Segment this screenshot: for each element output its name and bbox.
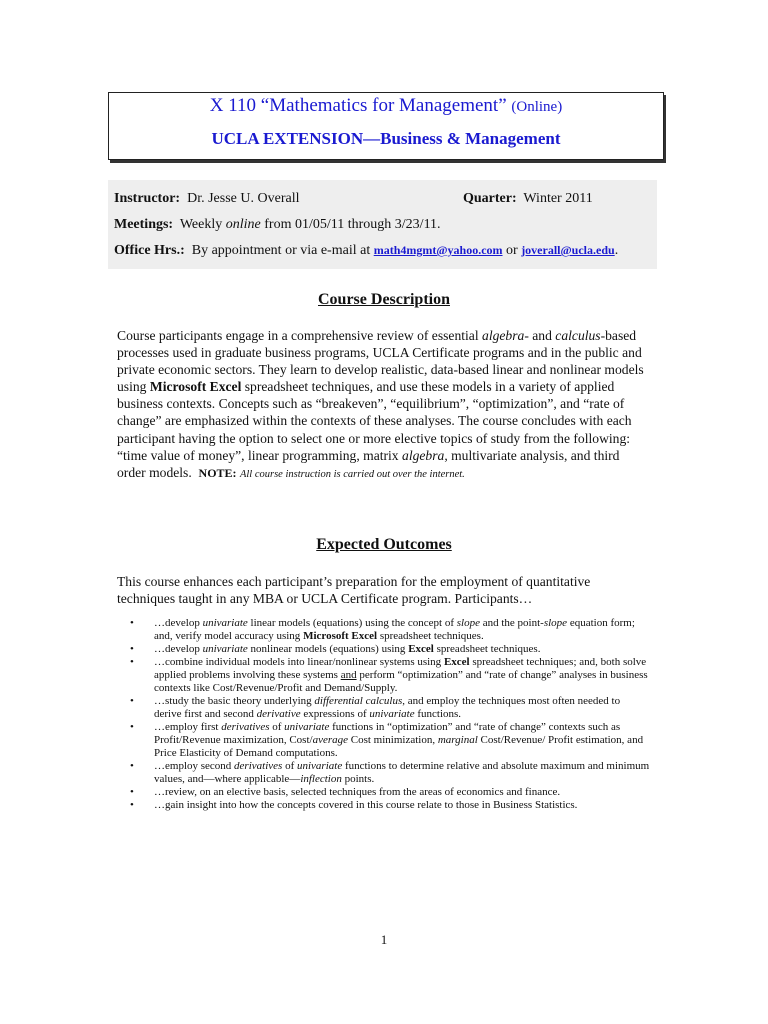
page-number: 1	[380, 932, 388, 947]
organization-title: UCLA EXTENSION—Business & Management	[211, 129, 561, 148]
course-title: X 110 “Mathematics for Management” (Online)	[209, 95, 563, 116]
list-item: • …employ second derivatives of univariate functions to determine relative and absolute maximum and minimum values, and—where applicable—inflection points.	[130, 760, 650, 785]
list-item: • …employ first derivatives of univariate functions in “optimization” and “rate of change” contexts such as Profit/Revenue maximization, Cost/average Cost minimization, marginal Cost/Revenue/ Profit estimation, and Price Elasticity of Demand computations.	[130, 721, 644, 759]
quarter-value: Winter 2011	[523, 191, 593, 206]
meetings-row: Meetings: Weekly online from 01/05/11 through 3/23/11.	[114, 217, 441, 232]
course-format: (Online)	[511, 99, 563, 115]
email-link-yahoo[interactable]: math4mgmt@yahoo.com	[373, 243, 503, 257]
quarter-row: Quarter: Winter 2011	[463, 191, 593, 206]
list-item: • …gain insight into how the concepts covered in this course relate to those in Business Statistics.	[130, 799, 578, 811]
expected-outcomes-heading: Expected Outcomes	[316, 536, 452, 553]
list-item: • …study the basic theory underlying differential calculus, and employ the techniques most often needed to derive first and second derivative expressions of univariate functions.	[130, 695, 621, 720]
title-box	[108, 92, 664, 160]
note-text: All course instruction is carried out over the internet.	[239, 468, 465, 480]
list-item: • …review, on an elective basis, selected techniques from the areas of economics and finance.	[130, 786, 561, 798]
outcomes-list	[130, 617, 650, 812]
course-description-text: Course participants engage in a comprehensive review of essential algebra- and calculus-based processes used in graduate business programs, UCLA Certificate programs and in the public and private economic sectors. They learn to develop realistic, data-based linear and nonlinear models using Microsoft Excel spreadsheet techniques, and use these models in a variety of applied business contexts. Concepts such as “breakeven”, “equilibrium”, “optimization”, and “rate of change” are emphasized within the contexts of these analyses. The course concludes with each participant having the option to select one or more elective topics of study from the following: “time value of money”, linear programming, matrix algebra, multivariate analysis, and third order models. NOTE: All course instruction is carried out over the internet.	[117, 328, 644, 480]
course-description-heading: Course Description	[318, 291, 450, 308]
list-item: • …develop univariate linear models (equations) using the concept of slope and the point-slope equation form; and, verify model accuracy using Microsoft Excel spreadsheet techniques.	[130, 617, 635, 642]
outcomes-intro: This course enhances each participant’s preparation for the employment of quantitative techniques taught in any MBA or UCLA Certificate program. Participants…	[117, 574, 591, 607]
office-hours-row: Office Hrs.: By appointment or via e-mail at math4mgmt@yahoo.com or joverall@ucla.edu.	[114, 243, 619, 258]
course-info-box	[108, 180, 657, 269]
list-item: • …develop univariate nonlinear models (equations) using Excel spreadsheet techniques.	[130, 643, 541, 655]
list-item: • …combine individual models into linear/nonlinear systems using Excel spreadsheet techniques; and, both solve applied problems involving these systems and perform “optimization” and “rate of change” analyses in business contexts like Cost/Revenue/Profit and Demand/Supply.	[130, 656, 648, 694]
note-label: NOTE:	[198, 465, 237, 480]
instructor-row: Instructor: Dr. Jesse U. Overall	[114, 191, 300, 206]
instructor-name: Dr. Jesse U. Overall	[187, 191, 300, 206]
email-link-ucla[interactable]: joverall@ucla.edu	[521, 243, 615, 257]
